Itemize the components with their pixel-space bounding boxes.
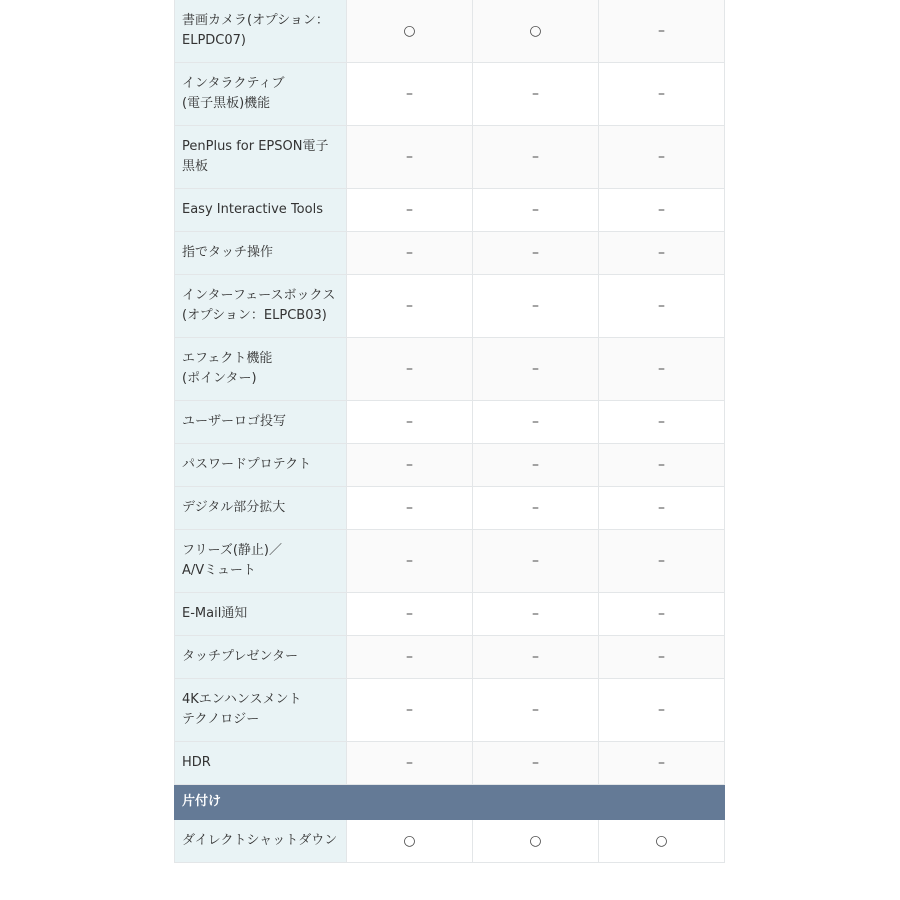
- row-value: –: [473, 232, 599, 275]
- row-label: 指でタッチ操作: [175, 232, 347, 275]
- table-row: [175, 679, 725, 742]
- row-value: –: [347, 126, 473, 189]
- row-value: –: [599, 401, 725, 444]
- row-value: –: [347, 63, 473, 126]
- row-value: –: [599, 0, 725, 63]
- row-value: –: [347, 401, 473, 444]
- row-value: –: [473, 636, 599, 679]
- row-label: デジタル部分拡大: [175, 487, 347, 530]
- row-value: –: [347, 444, 473, 487]
- row-value: –: [599, 232, 725, 275]
- row-value: –: [347, 593, 473, 636]
- row-label: 書画カメラ(オプション： ELPDC07): [175, 0, 347, 63]
- row-label: ダイレクトシャットダウン: [175, 820, 347, 863]
- row-value: –: [347, 487, 473, 530]
- row-value: –: [599, 487, 725, 530]
- row-label: HDR: [175, 742, 347, 785]
- table-row: [175, 444, 725, 487]
- row-value: –: [599, 63, 725, 126]
- table-row: [175, 593, 725, 636]
- table-row: [175, 63, 725, 126]
- table-row: [175, 126, 725, 189]
- row-value: ○: [347, 820, 473, 863]
- row-value: –: [473, 275, 599, 338]
- section-header-row: [175, 785, 725, 820]
- row-value: –: [599, 444, 725, 487]
- row-label: フリーズ(静止)／ A/Vミュート: [175, 530, 347, 593]
- row-label: インタラクティブ (電子黒板)機能: [175, 63, 347, 126]
- row-label: インターフェースボックス (オプション：ELPCB03): [175, 275, 347, 338]
- row-value: –: [599, 126, 725, 189]
- table-row: [175, 742, 725, 785]
- row-value: –: [599, 679, 725, 742]
- row-value: –: [347, 636, 473, 679]
- row-value: –: [473, 189, 599, 232]
- spec-comparison-table: [174, 0, 725, 863]
- row-value: –: [473, 593, 599, 636]
- row-value: –: [599, 530, 725, 593]
- row-value: –: [599, 593, 725, 636]
- row-label: E-Mail通知: [175, 593, 347, 636]
- row-label: エフェクト機能 (ポインター): [175, 338, 347, 401]
- row-value: –: [599, 742, 725, 785]
- table-row: [175, 338, 725, 401]
- table-row: [175, 401, 725, 444]
- row-value: –: [347, 232, 473, 275]
- table-row: [175, 530, 725, 593]
- row-label: タッチプレゼンター: [175, 636, 347, 679]
- table-row: [175, 636, 725, 679]
- row-value: –: [473, 338, 599, 401]
- row-value: –: [347, 530, 473, 593]
- row-value: –: [599, 189, 725, 232]
- row-value: –: [347, 742, 473, 785]
- row-value: –: [473, 126, 599, 189]
- row-value: –: [599, 338, 725, 401]
- table-row: [175, 232, 725, 275]
- row-label: Easy Interactive Tools: [175, 189, 347, 232]
- row-value: –: [347, 189, 473, 232]
- row-value: –: [473, 444, 599, 487]
- row-value: –: [473, 530, 599, 593]
- row-value: ○: [599, 820, 725, 863]
- row-value: –: [347, 338, 473, 401]
- row-value: –: [599, 636, 725, 679]
- row-value: –: [473, 487, 599, 530]
- row-value: –: [347, 679, 473, 742]
- row-value: ○: [473, 0, 599, 63]
- table-row: [175, 189, 725, 232]
- table-row: [175, 487, 725, 530]
- row-label: 4Kエンハンスメント テクノロジー: [175, 679, 347, 742]
- table-row: [175, 0, 725, 63]
- section-title: 片付け: [175, 785, 725, 820]
- row-value: –: [473, 679, 599, 742]
- table-row: [175, 820, 725, 863]
- row-value: ○: [473, 820, 599, 863]
- row-value: ○: [347, 0, 473, 63]
- row-value: –: [473, 742, 599, 785]
- row-label: パスワードプロテクト: [175, 444, 347, 487]
- table-row: [175, 275, 725, 338]
- row-value: –: [599, 275, 725, 338]
- row-label: ユーザーロゴ投写: [175, 401, 347, 444]
- row-label: PenPlus for EPSON電子 黒板: [175, 126, 347, 189]
- row-value: –: [347, 275, 473, 338]
- row-value: –: [473, 401, 599, 444]
- row-value: –: [473, 63, 599, 126]
